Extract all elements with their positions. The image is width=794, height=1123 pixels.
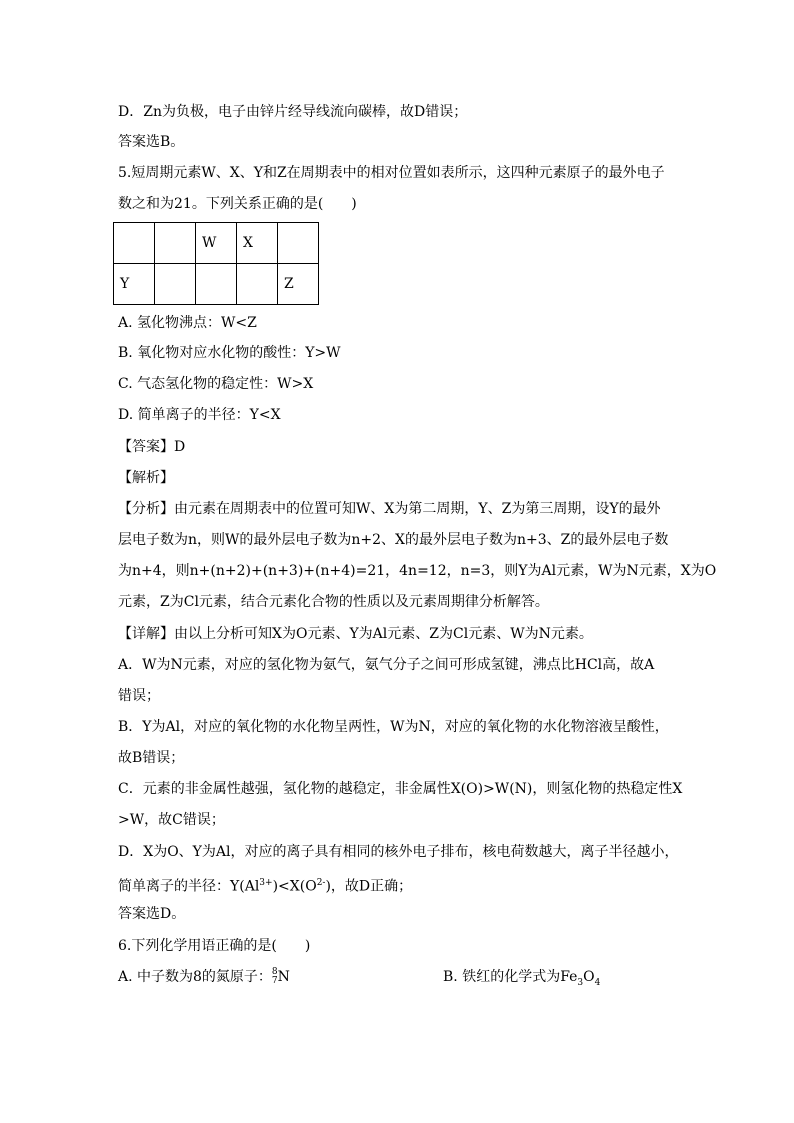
detail-text: 【详解】由以上分析可知X为O元素、Y为Al元素、Z为Cl元素、W为N元素。 (118, 626, 593, 642)
table-cell: X (237, 223, 278, 264)
element-symbol: N (277, 969, 290, 985)
detail-text: >W，故C错误； (118, 812, 225, 828)
text-segment: O (583, 969, 595, 985)
option-b (443, 967, 600, 993)
analysis-text: 层电子数为n，则W的最外层电子数为n+2、X的最外层电子数为n+3、Z的最外层电子数 (118, 532, 669, 548)
detail-text: 故B错误； (118, 750, 185, 766)
table-cell (114, 223, 155, 264)
subscript: 4 (594, 977, 601, 988)
analysis-label: 【解析】 (118, 470, 174, 486)
table-cell: Y (114, 264, 155, 305)
option-b: B. 氧化物对应水化物的酸性：Y>W (118, 345, 341, 361)
table-cell (196, 264, 237, 305)
analysis-text: 【分析】由元素在周期表中的位置可知W、X为第二周期，Y、Z为第三周期，设Y的最外 (118, 501, 661, 517)
table-cell: W (196, 223, 237, 264)
table-cell (278, 223, 319, 264)
table-cell (155, 264, 196, 305)
mass-number: 8 (271, 967, 278, 977)
option-d: D. 简单离子的半径：Y<X (118, 407, 281, 423)
question-6-stem: 6.下列化学用语正确的是( ) (118, 938, 311, 954)
answer-text: 答案选D。 (118, 906, 186, 922)
detail-text: 错误； (118, 688, 160, 704)
detail-text (118, 873, 412, 897)
subscript: 3 (577, 977, 584, 988)
option-c: C. 气态氢化物的稳定性：W>X (118, 376, 314, 392)
answer-label: 【答案】D (118, 439, 186, 455)
detail-text: D．X为O、Y为Al，对应的离子具有相同的核外电子排布，核电荷数越大，离子半径越小， (118, 844, 679, 860)
table-row (114, 223, 319, 264)
option-a (118, 967, 290, 987)
option-a: A. 氢化物沸点：W<Z (118, 315, 257, 331)
detail-text: B．Y为Al，对应的氧化物的水化物呈两性，W为N，对应的氧化物的水化物溶液呈酸性， (118, 719, 669, 735)
text-segment: B. 铁红的化学式为Fe (443, 969, 578, 985)
analysis-text: 为n+4，则n+(n+2)+(n+3)+(n+4)=21，4n=12，n=3，则Y为Al元素，W为N元素，X为O (118, 563, 717, 579)
question-5-stem: 5.短周期元素W、X、Y和Z在周期表中的相对位置如表所示，这四种元素原子的最外电子 (118, 165, 665, 181)
detail-text: C．元素的非金属性越强，氢化物的越稳定，非金属性X(O)>W(N)，则氢化物的热稳定性X (118, 781, 683, 797)
text-segment: )，故D正确； (325, 878, 413, 895)
periodic-position-table (113, 222, 319, 305)
text-segment: A. 中子数为8的氮原子： (118, 969, 272, 985)
question-5-stem: 数之和为21。下列关系正确的是( ) (118, 196, 357, 212)
ion-charge: 2- (316, 878, 326, 888)
detail-text: A．W为N元素，对应的氢化物为氨气，氨气分子之间可形成氢键，沸点比HCl高，故A (118, 657, 655, 673)
table-row (114, 264, 319, 305)
text-segment: )<X(O (272, 878, 317, 895)
table-cell (155, 223, 196, 264)
atomic-number: 7 (271, 976, 278, 986)
table-cell: Z (278, 264, 319, 305)
text-line: 答案选B。 (118, 134, 185, 150)
text-line: D．Zn为负极，电子由锌片经导线流向碳棒，故D错误； (118, 104, 468, 120)
text-segment: 简单离子的半径：Y(Al (118, 878, 260, 895)
table-cell (237, 264, 278, 305)
ion-charge: 3+ (259, 878, 273, 888)
analysis-text: 元素，Z为Cl元素，结合元素化合物的性质以及元素周期律分析解答。 (118, 594, 549, 610)
